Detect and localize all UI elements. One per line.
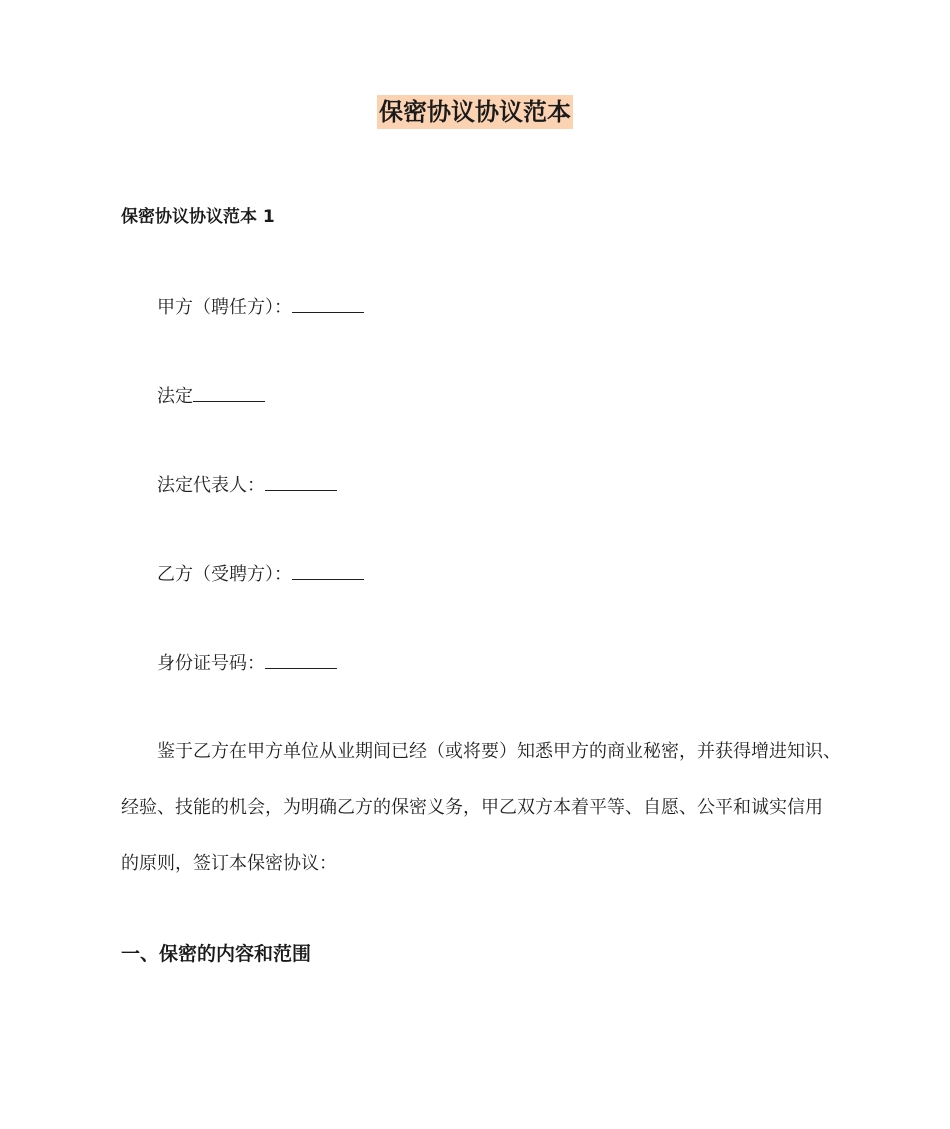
blank-line <box>292 294 364 313</box>
field-legal <box>157 383 265 410</box>
field-label: 法定 <box>157 386 193 407</box>
field-label: 法定代表人： <box>157 475 265 496</box>
blank-line <box>265 650 337 669</box>
field-party-a <box>157 294 364 321</box>
field-label: 乙方（受聘方）： <box>157 564 292 585</box>
blank-line <box>193 383 265 402</box>
paragraph-line-1: 鉴于乙方在甲方单位从业期间已经（或将要）知悉甲方的商业秘密，并获得增进知识、 <box>157 741 841 762</box>
paragraph-line-3: 的原则，签订本保密协议： <box>121 853 337 874</box>
field-label: 甲方（聘任方）： <box>157 297 292 318</box>
field-label: 身份证号码： <box>157 653 265 674</box>
title-container <box>0 95 950 129</box>
document-title: 保密协议协议范本 <box>377 95 573 129</box>
field-legal-representative <box>157 472 337 499</box>
field-id-number <box>157 650 337 677</box>
section-heading: 一、保密的内容和范围 <box>121 943 312 965</box>
field-party-b <box>157 561 364 588</box>
document-subtitle: 保密协议协议范本 1 <box>121 207 275 227</box>
blank-line <box>292 561 364 580</box>
blank-line <box>265 472 337 491</box>
paragraph-line-2: 经验、技能的机会，为明确乙方的保密义务，甲乙双方本着平等、自愿、公平和诚实信用 <box>121 797 823 818</box>
